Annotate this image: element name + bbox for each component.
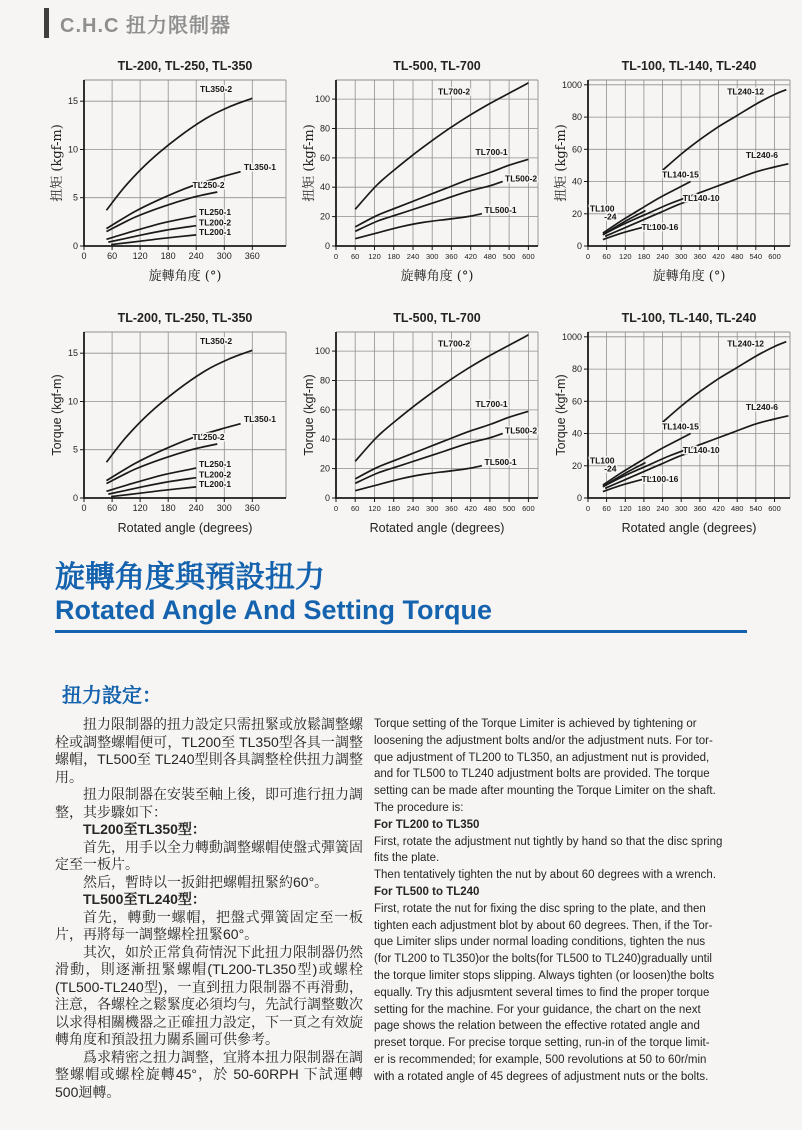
svg-text:TL350-2: TL350-2 — [200, 336, 233, 347]
svg-text:0: 0 — [324, 493, 330, 503]
svg-text:TL240-6: TL240-6 — [745, 402, 779, 413]
torque-setting-label: 扭力設定： — [62, 685, 162, 707]
chart-tl100-240-en-svg — [550, 308, 798, 560]
svg-text:Rotated angle (degrees): Rotated angle (degrees) — [621, 521, 757, 535]
svg-text:Torque (kgf-m): Torque (kgf-m) — [50, 374, 64, 456]
body-text-columns — [55, 716, 759, 1101]
svg-text:80: 80 — [319, 123, 330, 134]
text-line: For TL200 to TL350 — [374, 818, 480, 831]
svg-text:80: 80 — [319, 375, 330, 386]
page-header — [44, 8, 231, 38]
chart-tl500-700-zh — [298, 56, 546, 308]
svg-text:60: 60 — [107, 503, 118, 513]
page-title-zh: 旋轉角度與預設扭力 — [55, 561, 325, 594]
text-line: the torque limiter stops slipping. Always tighten (or loosen)the bolts — [374, 969, 715, 982]
svg-text:TL140-15: TL140-15 — [662, 169, 699, 180]
chart-tl200-350-zh-svg — [46, 56, 294, 308]
text-line: Torque setting of the Torque Limiter is achieved by tightening or — [374, 718, 697, 730]
svg-text:100: 100 — [314, 94, 330, 105]
svg-text:10: 10 — [67, 396, 78, 407]
svg-text:TL250-1: TL250-1 — [199, 207, 232, 218]
svg-text:Rotated angle (degrees): Rotated angle (degrees) — [117, 521, 253, 535]
svg-text:TL-500, TL-700: TL-500, TL-700 — [393, 311, 481, 325]
svg-text:120: 120 — [619, 252, 632, 261]
svg-text:TL700-1: TL700-1 — [475, 398, 508, 409]
svg-text:0: 0 — [585, 504, 591, 513]
text-line: equally. Try this adjusmtent several times to find the proper torque — [374, 986, 710, 999]
text-line: The procedure is: — [374, 801, 464, 814]
curve-TL500-2 — [355, 433, 502, 483]
svg-text:TL700-2: TL700-2 — [438, 338, 471, 349]
svg-text:240: 240 — [188, 251, 204, 261]
chinese-text-column — [55, 716, 363, 1101]
section-title-block — [55, 561, 747, 633]
text-line: preset torque. For precise torque setting, run-in of the torque limit- — [374, 1037, 710, 1050]
text-line: First, rotate the nut for fixing the disc spring to the plate, and then — [374, 902, 706, 915]
svg-text:120: 120 — [368, 504, 381, 513]
svg-text:500: 500 — [502, 504, 516, 513]
svg-text:旋轉角度 (°): 旋轉角度 (°) — [652, 269, 726, 284]
svg-text:300: 300 — [216, 251, 232, 261]
svg-text:TL-500, TL-700: TL-500, TL-700 — [393, 59, 481, 73]
svg-text:扭矩 (kgf-m): 扭矩 (kgf-m) — [554, 124, 569, 202]
svg-text:5: 5 — [72, 444, 78, 455]
svg-text:240: 240 — [406, 504, 420, 513]
svg-text:180: 180 — [387, 504, 400, 513]
page-title-en: Rotated Angle And Setting Torque — [55, 594, 492, 625]
text-line: tighten each adjustment blot by about 60 degrees. Then, if the Tor- — [374, 919, 713, 932]
chart-tl100-240-en — [550, 308, 798, 560]
svg-text:TL200-1: TL200-1 — [199, 226, 232, 237]
svg-text:Torque (kgf-m): Torque (kgf-m) — [302, 374, 316, 456]
svg-text:20: 20 — [319, 463, 330, 474]
svg-text:600: 600 — [522, 252, 535, 261]
svg-text:TL-200, TL-250, TL-350: TL-200, TL-250, TL-350 — [117, 59, 253, 73]
svg-text:15: 15 — [67, 96, 78, 107]
svg-text:TL350-1: TL350-1 — [243, 413, 277, 424]
svg-text:0: 0 — [333, 504, 339, 513]
svg-text:180: 180 — [160, 251, 176, 261]
svg-text:0: 0 — [333, 252, 339, 261]
svg-text:500: 500 — [502, 252, 516, 261]
svg-text:480: 480 — [483, 252, 497, 261]
svg-text:0: 0 — [576, 241, 582, 251]
svg-text:TL240-6: TL240-6 — [745, 150, 779, 161]
svg-text:TL500-1: TL500-1 — [484, 204, 517, 215]
svg-text:360: 360 — [244, 251, 260, 261]
svg-text:60: 60 — [571, 396, 582, 407]
text-line: page shows the relation between the effective rotated angle and — [374, 1020, 700, 1033]
svg-text:0: 0 — [324, 241, 330, 251]
svg-text:旋轉角度 (°): 旋轉角度 (°) — [148, 269, 222, 284]
svg-text:0: 0 — [81, 503, 87, 513]
svg-text:1000: 1000 — [561, 79, 582, 90]
paragraph: 其次，如於正常負荷情況下此扭力限制器仍然滑動，則逐漸扭緊螺帽(TL200-TL350型)或螺栓(TL500-TL240型)，一直到扭力限制器不再滑動，注意，各螺栓之鬆緊度必須均勻，先試行調整數次以求得相關機器之正確扭力設定，下一頁之有效旋轉角度和預設扭力關系圖可供參考。 — [55, 943, 363, 1047]
svg-text:TL200-2: TL200-2 — [199, 469, 232, 480]
svg-text:TL350-1: TL350-1 — [243, 161, 277, 172]
chart-tl200-350-zh — [46, 56, 294, 308]
chart-tl200-350-en-svg — [46, 308, 294, 560]
svg-text:80: 80 — [571, 112, 582, 123]
paragraph: 然后，暫時以一扳鉗把螺帽扭緊約60°。 — [83, 873, 329, 890]
svg-text:60: 60 — [319, 404, 330, 415]
svg-text:360: 360 — [445, 504, 458, 513]
svg-text:40: 40 — [571, 428, 582, 439]
curve-TL200-1 — [111, 487, 196, 497]
curve-TL350-2 — [106, 350, 252, 462]
svg-text:180: 180 — [637, 504, 651, 513]
svg-text:TL250-2: TL250-2 — [192, 180, 225, 191]
svg-text:15: 15 — [67, 348, 78, 359]
svg-text:0: 0 — [72, 241, 78, 251]
svg-text:0: 0 — [81, 251, 87, 261]
text-line: que adjustment of TL200 to TL350, an adjustment nut is provided, — [374, 751, 710, 764]
svg-text:300: 300 — [425, 504, 439, 513]
text-line: er is recommended; for example, 500 revolutions at 50 to 60r/min — [374, 1053, 707, 1066]
svg-text:60: 60 — [319, 152, 330, 163]
svg-text:TL500-2: TL500-2 — [505, 425, 538, 436]
svg-text:TL700-1: TL700-1 — [475, 146, 508, 157]
svg-text:TL350-2: TL350-2 — [200, 84, 233, 95]
svg-text:0: 0 — [585, 252, 591, 261]
svg-text:TL100-16: TL100-16 — [641, 473, 679, 484]
svg-text:100: 100 — [314, 346, 330, 357]
svg-text:1000: 1000 — [561, 331, 582, 342]
svg-text:480: 480 — [483, 504, 497, 513]
svg-text:420: 420 — [464, 504, 477, 513]
header-title: C.H.C 扭力限制器 — [60, 14, 231, 37]
svg-text:300: 300 — [674, 504, 688, 513]
svg-text:TL250-2: TL250-2 — [192, 432, 225, 443]
svg-text:TL140-10: TL140-10 — [682, 444, 720, 455]
paragraph: 爲求精密之扭力調整，宜將本扭力限制器在調整螺帽或螺栓旋轉45°，於 50-60RPH 下試運轉500迴轉。 — [55, 1048, 363, 1100]
svg-text:240: 240 — [406, 252, 420, 261]
svg-text:60: 60 — [571, 144, 582, 155]
svg-text:5: 5 — [72, 192, 78, 203]
svg-text:300: 300 — [425, 252, 439, 261]
svg-text:-24: -24 — [604, 211, 617, 222]
svg-text:300: 300 — [216, 503, 232, 513]
svg-text:120: 120 — [368, 252, 381, 261]
svg-text:TL140-15: TL140-15 — [662, 421, 699, 432]
svg-text:180: 180 — [160, 503, 176, 513]
svg-text:60: 60 — [351, 504, 360, 513]
svg-text:20: 20 — [571, 208, 582, 219]
svg-text:240: 240 — [656, 252, 669, 261]
svg-text:540: 540 — [749, 252, 763, 261]
svg-text:120: 120 — [132, 503, 148, 513]
text-line: (for TL200 to TL350)or the bolts(for TL500 to TL240)gradually until — [374, 953, 712, 966]
svg-text:扭矩 (kgf-m): 扭矩 (kgf-m) — [50, 124, 65, 202]
svg-text:360: 360 — [445, 252, 458, 261]
text-line: First, rotate the adjustment nut tightly by hand so that the disc spring — [374, 835, 723, 848]
text-line: and for TL500 to TL240 adjustment bolts are provided. The torque — [374, 768, 710, 781]
svg-text:TL700-2: TL700-2 — [438, 86, 471, 97]
svg-text:TL-100, TL-140, TL-240: TL-100, TL-140, TL-240 — [621, 59, 757, 73]
curve-TL200-1 — [111, 235, 196, 245]
svg-text:80: 80 — [571, 364, 582, 375]
curve-TL350-2 — [106, 98, 252, 210]
svg-text:旋轉角度 (°): 旋轉角度 (°) — [400, 269, 474, 284]
svg-text:TL500-2: TL500-2 — [505, 173, 538, 184]
svg-text:480: 480 — [730, 504, 744, 513]
svg-text:TL250-1: TL250-1 — [199, 459, 232, 470]
svg-text:60: 60 — [602, 252, 611, 261]
text-line: setting for the machine. For your guidance, the chart on the next — [374, 1003, 701, 1016]
svg-text:600: 600 — [522, 504, 535, 513]
svg-text:300: 300 — [674, 252, 688, 261]
paragraph: TL500至TL240型： — [83, 891, 206, 907]
svg-text:TL-200, TL-250, TL-350: TL-200, TL-250, TL-350 — [117, 311, 253, 325]
svg-text:TL140-10: TL140-10 — [682, 192, 720, 203]
svg-text:480: 480 — [730, 252, 744, 261]
svg-text:60: 60 — [351, 252, 360, 261]
paragraph: 首先，轉動一螺帽，把盤式彈簧固定至一板片，再將每一調整螺栓扭緊60°。 — [55, 908, 363, 942]
text-line: que Limiter slips under normal loading conditions, tighten the nus — [374, 936, 706, 949]
svg-text:180: 180 — [637, 252, 651, 261]
chart-tl500-700-en — [298, 308, 546, 560]
svg-text:40: 40 — [319, 182, 330, 193]
svg-text:240: 240 — [188, 503, 204, 513]
svg-text:240: 240 — [656, 504, 669, 513]
charts-grid — [46, 56, 798, 560]
chart-tl200-350-en — [46, 308, 294, 560]
svg-text:TL200-1: TL200-1 — [199, 478, 232, 489]
svg-text:TL-100, TL-140, TL-240: TL-100, TL-140, TL-240 — [621, 311, 757, 325]
chart-tl100-240-zh — [550, 56, 798, 308]
svg-text:TL240-12: TL240-12 — [727, 86, 765, 97]
svg-text:-24: -24 — [604, 463, 617, 474]
svg-text:扭矩 (kgf-m): 扭矩 (kgf-m) — [302, 124, 317, 202]
text-line: loosening the adjustment bolts and/or the adjustment nuts. For tor- — [374, 734, 713, 747]
svg-text:600: 600 — [768, 504, 781, 513]
svg-text:Torque (kgf-m): Torque (kgf-m) — [554, 374, 568, 456]
svg-text:120: 120 — [619, 504, 632, 513]
paragraph: 扭力限制器在安裝至軸上後，即可進行扭力調整，其步驟如下： — [55, 786, 363, 820]
svg-text:120: 120 — [132, 251, 148, 261]
svg-text:Rotated angle (degrees): Rotated angle (degrees) — [369, 521, 505, 535]
header-accent-bar — [44, 8, 49, 38]
svg-text:0: 0 — [72, 493, 78, 503]
paragraph: TL200至TL350型： — [83, 821, 206, 837]
text-line: setting can be made after mounting the Torque Limiter on the shaft. — [374, 785, 716, 798]
chart-tl500-700-zh-svg — [298, 56, 546, 308]
svg-text:10: 10 — [67, 144, 78, 155]
svg-text:60: 60 — [107, 251, 118, 261]
svg-text:540: 540 — [749, 504, 763, 513]
svg-text:60: 60 — [602, 504, 611, 513]
svg-text:40: 40 — [571, 176, 582, 187]
paragraph: 首先，用手以全力轉動調整螺帽使盤式彈簧固定至一板片。 — [55, 838, 363, 872]
text-line: For TL500 to TL240 — [374, 885, 480, 898]
chart-tl100-240-zh-svg — [550, 56, 798, 308]
svg-text:600: 600 — [768, 252, 781, 261]
svg-text:20: 20 — [571, 460, 582, 471]
svg-text:360: 360 — [244, 503, 260, 513]
svg-text:360: 360 — [693, 252, 707, 261]
svg-text:TL100: TL100 — [589, 455, 615, 466]
text-line: with a rotated angle of 45 degrees of adjustment nuts or the bolts. — [374, 1070, 709, 1083]
svg-text:40: 40 — [319, 434, 330, 445]
english-text-column — [374, 716, 759, 1101]
chart-tl500-700-en-svg — [298, 308, 546, 560]
svg-text:TL100-16: TL100-16 — [641, 221, 679, 232]
svg-text:TL100: TL100 — [589, 203, 615, 214]
svg-text:TL200-2: TL200-2 — [199, 217, 232, 228]
paragraph: 扭力限制器的扭力設定只需扭緊或放鬆調整螺栓或調整螺帽便可，TL200至 TL350型各具一調整螺帽，TL500至 TL240型則各具調整栓供扭力調整用。 — [55, 716, 363, 785]
svg-text:180: 180 — [387, 252, 400, 261]
svg-text:0: 0 — [576, 493, 582, 503]
svg-text:20: 20 — [319, 211, 330, 222]
svg-text:360: 360 — [693, 504, 707, 513]
svg-text:420: 420 — [712, 252, 725, 261]
text-line: Then tentatively tighten the nut by about 60 degrees with a wrench. — [374, 869, 717, 882]
text-line: fits the plate. — [374, 852, 440, 865]
svg-text:420: 420 — [712, 504, 725, 513]
svg-text:420: 420 — [464, 252, 477, 261]
curve-TL500-2 — [355, 181, 502, 231]
svg-text:TL240-12: TL240-12 — [727, 338, 765, 349]
svg-text:TL500-1: TL500-1 — [484, 456, 517, 467]
